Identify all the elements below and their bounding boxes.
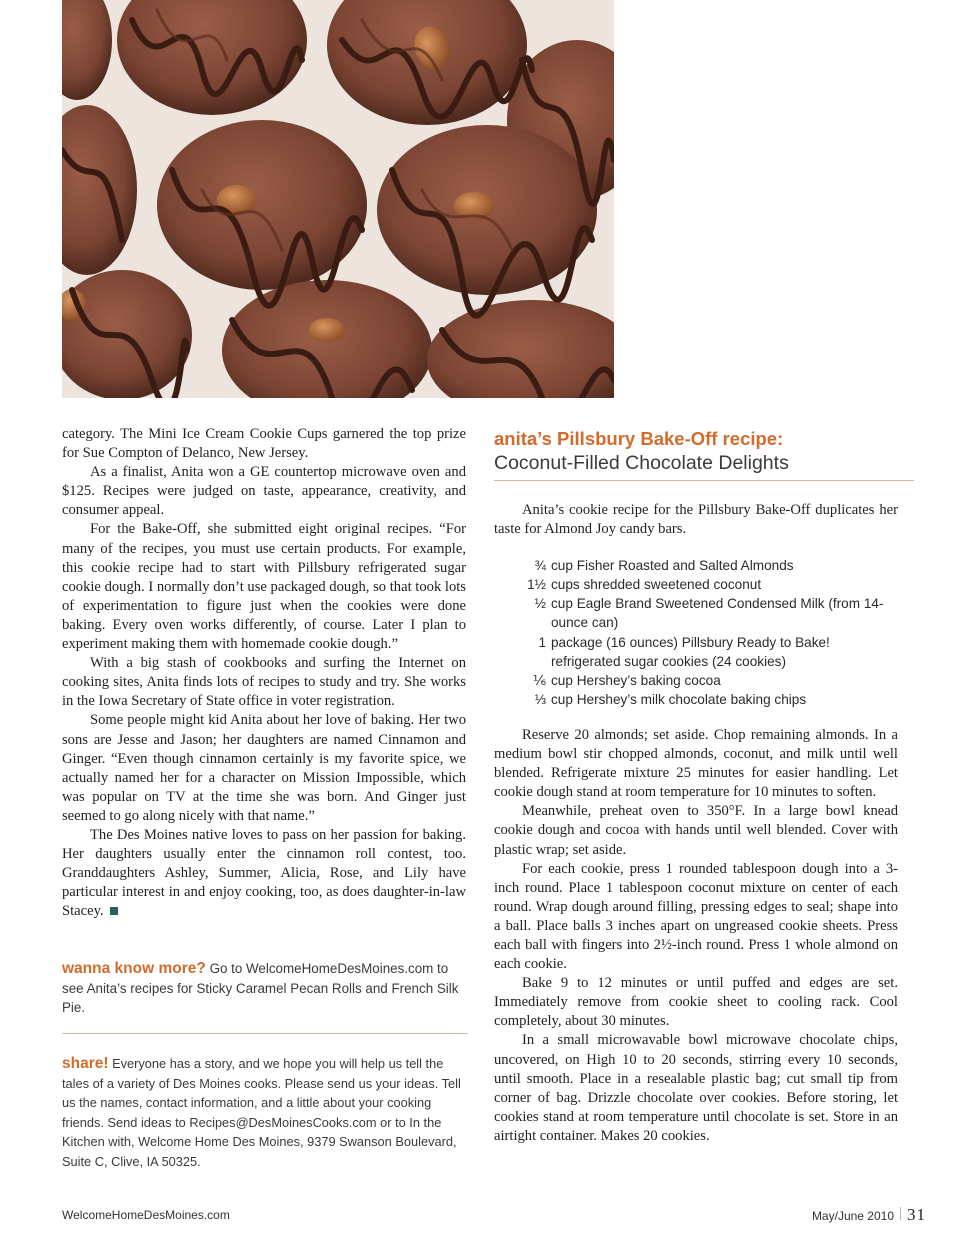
page-number: 31 — [907, 1205, 926, 1224]
ingredient-description: cup Hershey’s baking cocoa — [551, 672, 721, 688]
cookie-photo — [62, 0, 614, 398]
ingredient-quantity: 1½ — [527, 577, 546, 593]
recipe-title: Coconut-Filled Chocolate Delights — [494, 452, 789, 474]
recipe-divider — [494, 480, 914, 481]
ingredient-quantity: 1 — [538, 634, 546, 650]
share-heading: share! — [62, 1055, 109, 1072]
recipe-intro: Anita’s cookie recipe for the Pillsbury Bake-Off duplicates her taste for Almond Joy candy bars. — [494, 502, 898, 538]
ingredient-quantity: ⅙ — [532, 672, 546, 688]
share-box — [62, 1054, 472, 1171]
ingredient-quantity: ⅓ — [534, 691, 546, 707]
article-paragraph-6-text: The Des Moines native loves to pass on her passion for baking. Her daughters usually enter the cinnamon roll contest, too. Granddaughters Ashley, Summer, Alicia, Rose, and Lily have particular interest in and enjoy cooking, too, as does daughter-in-law Stacey. — [62, 826, 466, 920]
article-paragraph-5: Some people might kid Anita about her love of baking. Her two sons are Jesse and Jason; her daughters are named Cinnamon and Ginger. “Even though cinnamon certainly is my favorite spice, we actually named her for a character on Mission Impossible, which was popular on TV at the time she was born. And Ginger just seemed to go along nicely with that name.” — [62, 712, 466, 824]
article-paragraph-4: With a big stash of cookbooks and surfing the Internet on cooking sites, Anita finds lots of recipes to study and try. She works in the Iowa Secretary of State office in voter registration. — [62, 655, 466, 710]
ingredient-description: cup Eagle Brand Sweetened Condensed Milk (from 14-ounce can) — [551, 596, 884, 631]
footer-website: WelcomeHomeDesMoines.com — [62, 1208, 230, 1222]
ingredient-item — [494, 690, 898, 709]
wanna-know-more-text: Go to WelcomeHomeDesMoines.com to see Anita’s recipes for Sticky Caramel Pecan Rolls and French Silk Pie. — [62, 961, 459, 1015]
article-paragraph-3: For the Bake-Off, she submitted eight original recipes. “For many of the recipes, you must use certain products. For example, this cookie recipe had to start with Pillsbury refrigerated sugar cookie dough. I normally don’t use packaged dough, so that took lots of experimentation to figure just when the cookies were done baking. Every oven works differently, of course. Later I plan to experiment making them with homemade cookie dough.” — [62, 521, 466, 653]
ingredient-quantity: ¾ — [534, 558, 546, 574]
ingredient-description: cups shredded sweetened coconut — [551, 577, 762, 593]
wanna-know-more-box — [62, 959, 466, 1018]
article-paragraph-1: category. The Mini Ice Cream Cookie Cups garnered the top prize for Sue Compton of Delanco, New Jersey. — [62, 426, 466, 462]
article-paragraph-6 — [62, 826, 466, 921]
footer-divider — [900, 1207, 901, 1220]
ingredient-description: cup Hershey’s milk chocolate baking chips — [551, 691, 807, 707]
wanna-know-more-heading: wanna know more? — [62, 960, 206, 977]
ingredient-quantity: ½ — [534, 596, 546, 612]
ingredient-item — [494, 575, 898, 594]
cookie-photo-image — [62, 0, 614, 398]
ingredient-list — [494, 556, 898, 709]
recipe-step-2: Meanwhile, preheat oven to 350°F. In a large bowl knead cookie dough and cocoa with hands until well blended. Cover with plastic wrap; set aside. — [494, 803, 898, 858]
left-divider — [62, 1033, 468, 1034]
footer-issue: May/June 2010 — [811, 1209, 894, 1223]
ingredient-item — [494, 633, 898, 671]
recipe-step-4: Bake 9 to 12 minutes or until puffed and edges are set. Immediately remove from cookie sheet to cooling rack. Cool completely, about 30 minutes. — [494, 975, 898, 1030]
article-paragraph-2: As a finalist, Anita won a GE countertop microwave oven and $125. Recipes were judged on taste, appearance, creativity, and consumer appeal. — [62, 464, 466, 519]
ingredient-item — [494, 594, 898, 632]
ingredient-item — [494, 556, 898, 575]
recipe-step-3: For each cookie, press 1 rounded tablespoon dough into a 3-inch round. Place 1 tablespoon coconut mixture on center of each round. Wrap dough around filling, pressing edges to seal; shape into a ball. Place balls 3 inches apart on ungreased cookie sheets. Press each ball with fingers into 2½-inch round. Press 1 whole almond on each cookie. — [494, 860, 898, 973]
recipe-step-5: In a small microwavable bowl microwave chocolate chips, uncovered, on High 10 to 20 seconds, stirring every 10 seconds, until smooth. Place in a resealable plastic bag; cut small tip from corner of bag. Drizzle chocolate over cookies. Before storing, let cookies stand at room temperature until chocolate is set. Store in an airtight container. Makes 20 cookies. — [494, 1032, 898, 1144]
ingredient-description: package (16 ounces) Pillsbury Ready to Bake! refrigerated sugar cookies (24 cookies) — [551, 634, 830, 669]
recipe-step-1: Reserve 20 almonds; set aside. Chop remaining almonds. In a medium bowl stir chopped almonds, coconut, and milk until well blended. Refrigerate mixture 25 minutes for easier handling. Let cookie dough stand at room temperature for 10 minutes to soften. — [494, 726, 898, 801]
recipe-column — [494, 501, 898, 1146]
ingredient-description: cup Fisher Roasted and Salted Almonds — [551, 558, 794, 574]
ingredient-item — [494, 671, 898, 690]
footer-issue-page — [812, 1205, 926, 1225]
recipe-kicker: anita’s Pillsbury Bake-Off recipe: — [494, 428, 784, 449]
article-left-column — [62, 425, 466, 921]
recipe-header — [494, 427, 914, 475]
end-of-article-mark — [110, 907, 118, 915]
share-text: Everyone has a story, and we hope you will help us tell the tales of a variety of Des Moines cooks. Please send us your ideas. Tell us the names, contact information, and a little about your cooking friends. Send ideas to Recipes@DesMoinesCooks.com or to In the Kitchen with, Welcome Home Des Moines, 9379 Swanson Boulevard, Suite C, Clive, IA 50325. — [62, 1056, 461, 1169]
